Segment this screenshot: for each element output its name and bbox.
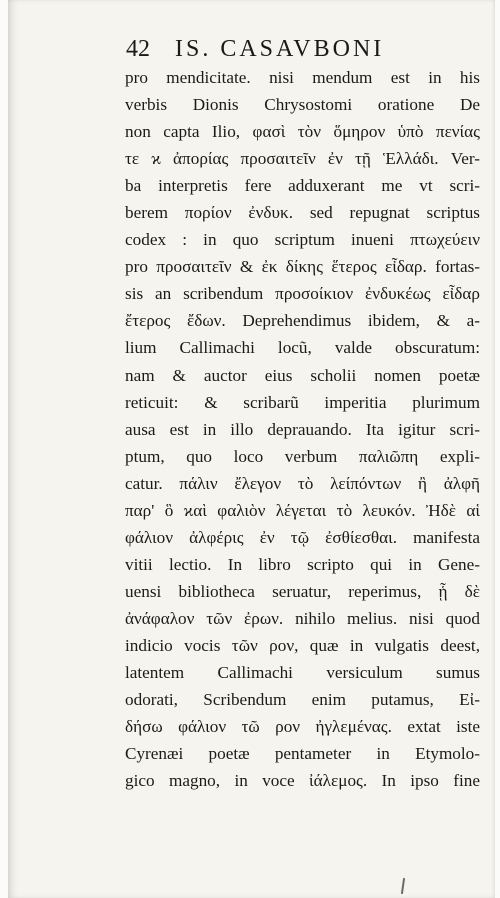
text-line: Cyrenæi poetæ pentameter in Etymolo- — [125, 744, 480, 764]
running-head — [126, 36, 466, 63]
text-line: vitii lectio. In libro scripto qui in Gene- — [125, 554, 480, 574]
body-text — [125, 64, 480, 794]
text-line: berem πορίον ἐνδυκ. sed repugnat scriptus — [125, 203, 480, 223]
text-line: latentem Callimachi versiculum sumus — [125, 663, 480, 683]
text-line: catur. πάλιν ἔλεγον τὸ λείπόντων ἢ ἀλφῆ — [125, 473, 480, 493]
book-page — [8, 0, 495, 898]
text-line: ptum, quo loco verbum παλιῶπη expli- — [125, 446, 480, 466]
text-line: uensi bibliotheca seruatur, reperimus, ᾗ δὲ — [125, 581, 480, 601]
text-line: reticuit: & scribarũ imperitia plurimum — [125, 392, 480, 412]
text-line: ausa est in illo deprauando. Ita igitur scri- — [125, 419, 480, 439]
text-line: lium Callimachi locũ, valde obscuratum: — [125, 338, 480, 358]
ink-mark — [401, 878, 405, 894]
text-line: ba interpretis fere adduxerant me vt scri- — [125, 176, 480, 196]
text-line: pro προσαιτεῖν & ἐκ δίκης ἕτερος εἶδαρ. fortas- — [125, 257, 480, 277]
text-line: gico magno, in voce ἰάλεμος. In ipso fine — [125, 771, 480, 791]
text-line: παρ' ὃ ϰαὶ φαλιὸν λέγεται τὸ λευκόν. Ἠδὲ αἱ — [125, 500, 480, 520]
text-line: τε ϰ ἀπορίας προσαιτεῖν ἐν τῇ Ἑλλάδι. Ver- — [125, 149, 480, 169]
text-line: non capta Ilio, φασὶ τὸν ὅμηρον ὑπὸ πενίας — [125, 122, 480, 142]
text-line: ἀνάφαλον τῶν ἐρων. nihilo melius. nisi quod — [125, 608, 480, 628]
text-line: odorati, Scribendum enim putamus, Εἰ- — [125, 690, 480, 710]
page-number: 42 — [126, 36, 150, 62]
running-title: IS. CASAVBONI — [175, 36, 385, 62]
text-line: nam & auctor eius scholii nomen poetæ — [125, 365, 480, 385]
text-line: indicio vocis τῶν ρον, quæ in vulgatis deest, — [125, 635, 480, 655]
text-line: pro mendicitate. nisi mendum est in his — [125, 68, 480, 87]
text-line: φάλιον ἀλφέρις ἐν τῷ ἐσθίεσθαι. manifesta — [125, 527, 480, 547]
text-line: δήσω φάλιον τῶ ρον ἠγλεμένας. extat iste — [125, 717, 480, 737]
text-line: codex : in quo scriptum inueni πτωχεύειν — [125, 230, 480, 250]
text-line: verbis Dionis Chrysostomi oratione De — [125, 95, 480, 115]
text-line: ἔτερος ἔδων. Deprehendimus ibidem, & a- — [125, 311, 480, 331]
text-line: sis an scribendum προσοίκιον ἐνδυκέως εἶδαρ — [125, 284, 480, 304]
